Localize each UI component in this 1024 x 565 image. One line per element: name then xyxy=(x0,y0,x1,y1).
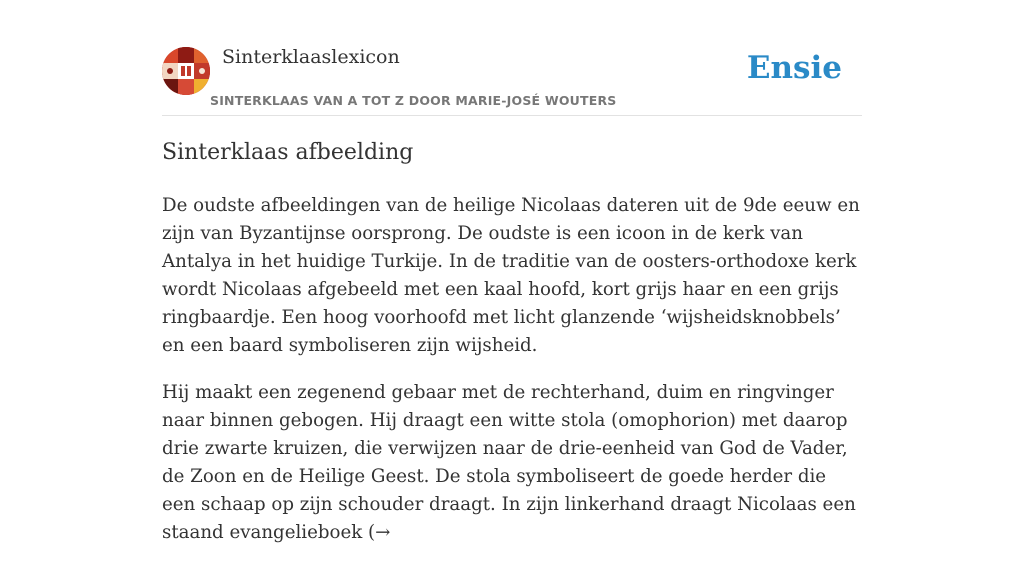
site-title-link[interactable]: Sinterklaaslexicon xyxy=(222,46,400,68)
article-paragraph: De oudste afbeeldingen van de heilige Nicolaas dateren uit de 9de eeuw en zijn van Byzantijnse oorsprong. De oudste is een icoon in de kerk van Antalya in het huidige Turkije. In de traditie van de oosters-orthodoxe kerk wordt Nicolaas afgebeeld met een kaal hoofd, kort grijs haar en een grijs ringbaardje. Een hoog voorhoofd met licht glanzende ‘wijsheidsknobbels’ en een baard symboliseren zijn wijsheid. xyxy=(162,195,860,356)
site-subtitle: SINTERKLAAS VAN A TOT Z DOOR MARIE-JOSÉ WOUTERS xyxy=(210,93,617,108)
article-title: Sinterklaas afbeelding xyxy=(162,140,414,165)
article-paragraph: Hij maakt een zegenend gebaar met de rechterhand, duim en ringvinger naar binnen gebogen. Hij draagt een witte stola (omophorion) met daarop drie zwarte kruizen, die verwijzen naar de drie-eenheid van God de Vader, de Zoon en de Heilige Geest. De stola symboliseert de goede herder die een schaap op zijn schouder draagt. In zijn linkerhand draagt Nicolaas een staand evangelieboek (→ xyxy=(162,381,856,543)
site-logo[interactable] xyxy=(162,47,210,95)
book-cover-collage-icon xyxy=(162,47,210,95)
article-body xyxy=(162,192,862,565)
site-header xyxy=(162,0,862,116)
page xyxy=(162,0,862,543)
brand-logo-link[interactable]: Ensie xyxy=(746,50,842,86)
